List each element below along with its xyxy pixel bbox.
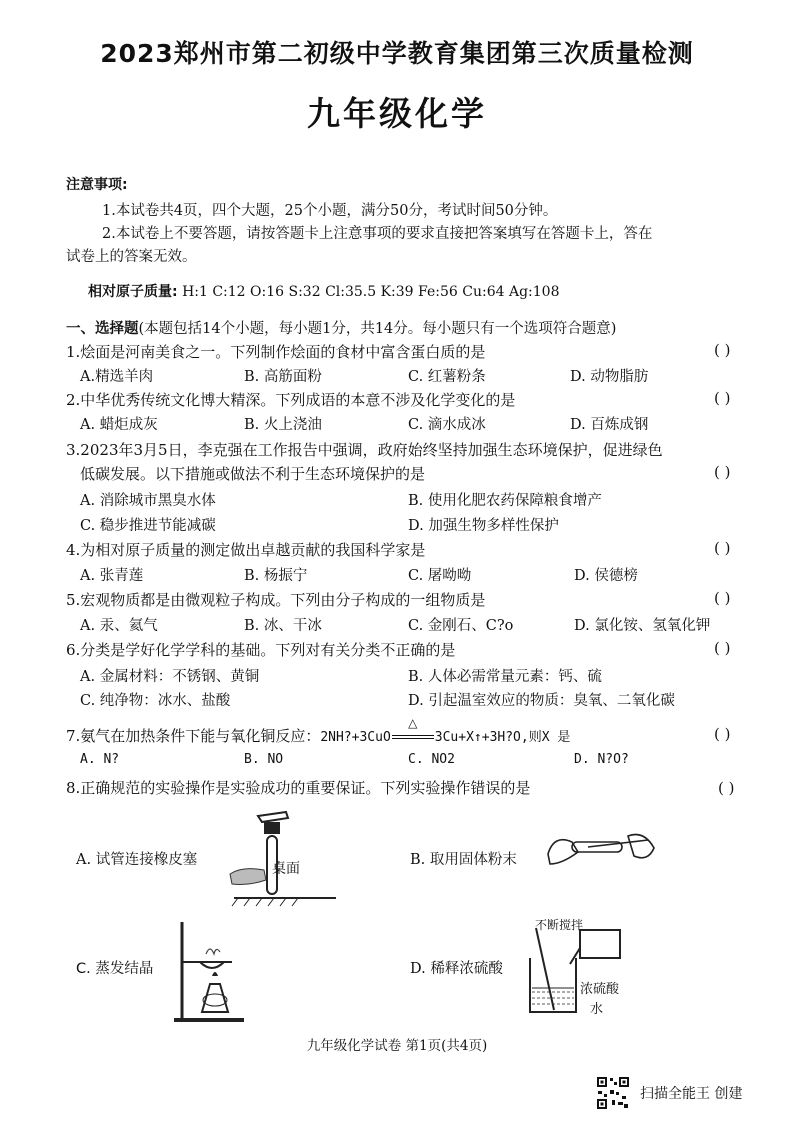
q7-equation-arrow — [391, 716, 435, 745]
q6-option-b: B. 人体必需常量元素：钙、硫 — [408, 669, 602, 685]
notice-heading: 注意事项: — [66, 177, 128, 193]
q1-option-d: D. 动物脂肪 — [570, 369, 649, 385]
q3-option-c: C. 稳步推进节能减碳 — [80, 518, 216, 534]
q2-option-d: D. 百炼成钢 — [570, 417, 649, 433]
q8-answer-paren[interactable]: ( ) — [718, 779, 735, 797]
q4-option-a: A. 张青莲 — [80, 568, 144, 584]
q4-stem: 4.为相对原子质量的测定做出卓越贡献的我国科学家是 — [66, 541, 426, 559]
q7-equation-left: 2NH?+3CuO — [320, 730, 391, 745]
q8-option-c: C. 蒸发结晶 — [76, 961, 154, 977]
q8-option-a: A. 试管连接橡皮塞 — [76, 852, 198, 868]
q7-stem-text: 7.氨气在加热条件下能与氧化铜反应： — [66, 727, 321, 745]
q5-option-a: A. 汞、氦气 — [80, 618, 158, 634]
q8-stem: 8.正确规范的实验操作是实验成功的重要保证。下列实验操作错误的是 — [66, 779, 531, 797]
q3-stem-line-1: 3.2023年3月5日，李克强在工作报告中强调，政府始终坚持加强生态环境保护，促进绿色 — [66, 441, 663, 459]
q6-stem: 6.分类是学好化学学科的基础。下列对有关分类不正确的是 — [66, 641, 456, 659]
q5-answer-paren[interactable]: ( ) — [714, 589, 731, 607]
q5-option-c: C. 金刚石、C?o — [408, 618, 514, 634]
notice-item-1: 1.本试卷共4页，四个大题，25个小题，满分50分，考试时间50分钟。 — [102, 203, 558, 219]
atomic-mass-values: H:1 C:12 O:16 S:32 Cl:35.5 K:39 Fe:56 Cu:64 Ag:108 — [182, 284, 560, 300]
q2-option-c: C. 滴水成冰 — [408, 417, 486, 433]
q1-option-a: A.精选羊肉 — [80, 369, 154, 385]
equals-sign-icon — [392, 735, 434, 739]
q1-answer-paren[interactable]: ( ) — [714, 341, 731, 359]
q3-option-d: D. 加强生物多样性保护 — [408, 518, 559, 534]
q7-option-c: C. NO2 — [408, 752, 455, 767]
q5-option-b: B. 冰、干冰 — [244, 618, 322, 634]
q4-option-d: D. 侯德榜 — [574, 568, 638, 584]
section-1-heading: 一、选择题 — [66, 321, 139, 337]
evaporation-illustration — [170, 914, 250, 1026]
exam-title: 2023郑州市第二初级中学教育集团第三次质量检测 — [100, 39, 694, 68]
section-1-header — [66, 317, 616, 338]
atomic-mass-label: 相对原子质量: — [88, 284, 178, 300]
q7-option-b: B. NO — [244, 752, 284, 767]
q3-option-a: A. 消除城市黑臭水体 — [80, 493, 216, 509]
q3-stem-line-2: 低碳发展。以下措施或做法不利于生态环境保护的是 — [80, 465, 426, 483]
q2-stem: 2.中华优秀传统文化博大精深。下列成语的本意不涉及化学变化的是 — [66, 391, 516, 409]
q5-stem: 5.宏观物质都是由微观粒子构成。下列由分子构成的一组物质是 — [66, 591, 486, 609]
q4-answer-paren[interactable]: ( ) — [714, 539, 731, 557]
exam-subtitle: 九年级化学 — [307, 94, 487, 133]
q4-option-c: C. 屠呦呦 — [408, 568, 472, 584]
q5-option-d: D. 氯化铵、氢氧化钾 — [574, 618, 711, 634]
q8-d-acid-label: 浓硫酸 — [580, 982, 620, 997]
q8-d-stir-label: 不断搅拌 — [535, 918, 584, 932]
page-footer: 九年级化学试卷 第1页(共4页) — [306, 1038, 488, 1054]
q6-answer-paren[interactable]: ( ) — [714, 639, 731, 657]
notice-item-2a: 2.本试卷上不要答题，请按答题卡上注意事项的要求直接把答案填写在答题卡上，答在 — [102, 226, 653, 242]
q7-equation-right: 3Cu+X↑+3H?O,则X 是 — [434, 730, 571, 745]
q7-stem — [66, 716, 571, 746]
q1-option-b: B. 高筋面粉 — [244, 369, 322, 385]
q8-d-water-label: 水 — [590, 1002, 604, 1017]
notice-item-2b: 试卷上的答案无效。 — [66, 249, 197, 265]
q7-option-a: A. N? — [80, 752, 120, 767]
q2-answer-paren[interactable]: ( ) — [714, 389, 731, 407]
q6-option-a: A. 金属材料：不锈钢、黄铜 — [80, 669, 260, 685]
q1-option-c: C. 红薯粉条 — [408, 369, 486, 385]
q8-option-b: B. 取用固体粉末 — [410, 852, 517, 868]
atomic-mass-line — [88, 281, 559, 301]
section-1-desc: (本题包括14个小题，每小题1分，共14分。每小题只有一个选项符合题意) — [138, 321, 617, 337]
q4-option-b: B. 杨振宁 — [244, 568, 308, 584]
q8-option-d: D. 稀释浓硫酸 — [410, 961, 503, 977]
q6-option-c: C. 纯净物：冰水、盐酸 — [80, 693, 231, 709]
q3-answer-paren[interactable]: ( ) — [714, 463, 731, 481]
q6-option-d: D. 引起温室效应的物质：臭氧、二氧化碳 — [408, 693, 675, 709]
powder-tube-illustration — [544, 824, 658, 874]
q2-option-b: B. 火上浇油 — [244, 417, 322, 433]
q1-stem: 1.烩面是河南美食之一。下列制作烩面的食材中富含蛋白质的是 — [66, 343, 486, 361]
q7-option-d: D. N?O? — [574, 752, 629, 767]
q8-a-table-label: 桌面 — [272, 861, 300, 877]
qr-code-icon — [596, 1076, 630, 1110]
q7-condition: △ — [408, 716, 418, 730]
q3-option-b: B. 使用化肥农药保障粮食增产 — [408, 493, 602, 509]
q7-answer-paren[interactable]: ( ) — [714, 725, 731, 743]
q2-option-a: A. 蜡炬成灰 — [80, 417, 158, 433]
scanner-watermark-text: 扫描全能王 创建 — [640, 1086, 743, 1102]
